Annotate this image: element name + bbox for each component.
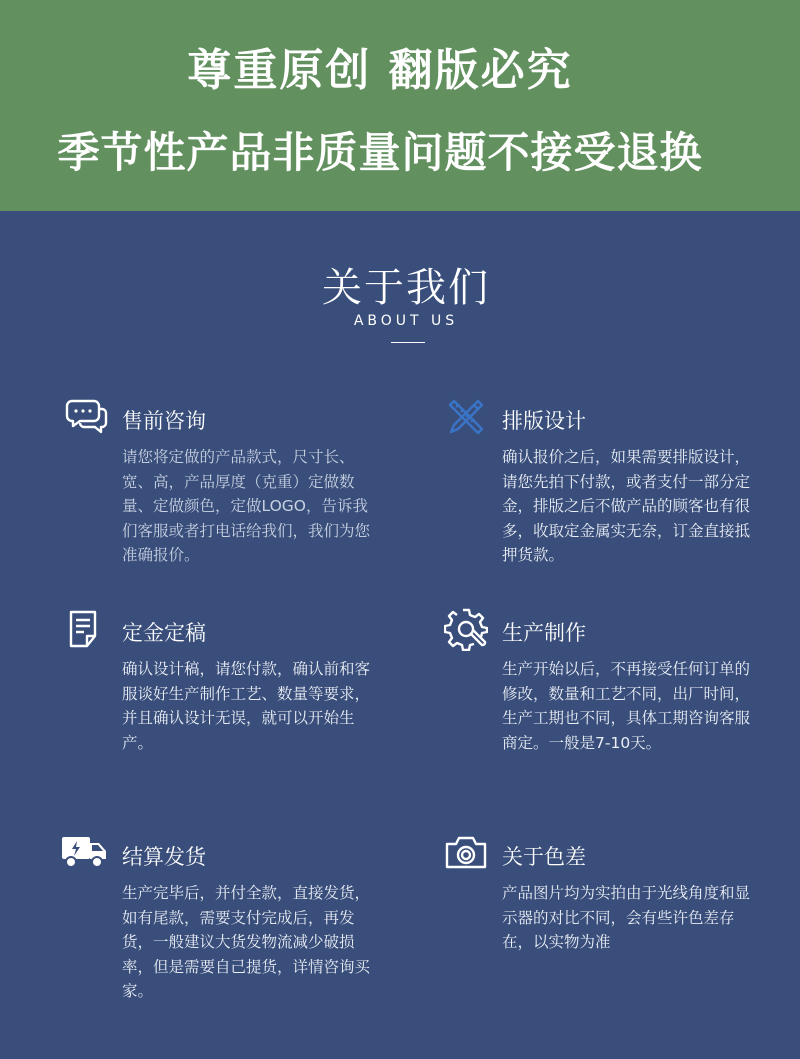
item-presale-consult xyxy=(122,409,392,568)
about-us-section xyxy=(0,211,800,1059)
banner-return-policy-text: 季节性产品非质量问题不接受退换 xyxy=(57,128,703,177)
item-body: 确认设计稿，请您付款，确认前和客服谈好生产制作工艺、数量等要求，并且确认设计无误，就可以开始生产。 xyxy=(122,660,371,752)
item-title: 排版设计 xyxy=(502,409,586,433)
section-divider xyxy=(391,342,425,343)
item-payment-shipping xyxy=(122,845,392,1004)
item-title: 定金定稿 xyxy=(122,621,206,645)
pencil-ruler-icon xyxy=(444,395,488,439)
section-title: 关于我们 xyxy=(322,265,490,311)
document-icon xyxy=(62,607,106,651)
item-title: 生产制作 xyxy=(502,621,586,645)
item-body: 请您将定做的产品款式，尺寸长、宽、高，产品厚度（克重）定做数量、定做颜色，定做LOGO，告诉我们客服或者打电话给我们，我们为您准确报价。 xyxy=(122,448,371,564)
camera-icon xyxy=(444,831,488,875)
item-layout-design xyxy=(502,409,772,568)
chat-bubbles-icon xyxy=(64,395,108,439)
item-title: 关于色差 xyxy=(502,845,586,869)
item-deposit-confirm xyxy=(122,621,392,755)
delivery-truck-icon xyxy=(60,829,108,873)
item-title: 售前咨询 xyxy=(122,409,206,433)
item-body: 生产开始以后，不再接受任何订单的修改，数量和工艺不同，出厂时间，生产工期也不同，具体工期咨询客服商定。一般是7-10天。 xyxy=(502,660,751,752)
item-body: 确认报价之后，如果需要排版设计， 请您先拍下付款，或者支付一部分定金，排版之后不做产品的顾客也有很多，收取定金属实无奈，订金直接抵押货款。 xyxy=(502,448,751,564)
item-title: 结算发货 xyxy=(122,845,206,869)
item-color-difference xyxy=(502,845,772,955)
item-body: 生产完毕后，并付全款，直接发货，如有尾款，需要支付完成后，再发货，一般建议大货发物流减少破损率，但是需要自己提货，详情咨询买家。 xyxy=(122,884,371,1000)
gear-wrench-icon xyxy=(444,607,488,651)
item-production xyxy=(502,621,772,755)
section-subtitle: ABOUT US xyxy=(353,313,459,329)
banner-copyright-text: 尊重原创 翻版必究 xyxy=(187,45,573,96)
item-body: 产品图片均为实拍由于光线角度和显示器的对比不同，会有些许色差存在，以实物为准 xyxy=(502,884,751,951)
top-banner xyxy=(0,0,800,211)
